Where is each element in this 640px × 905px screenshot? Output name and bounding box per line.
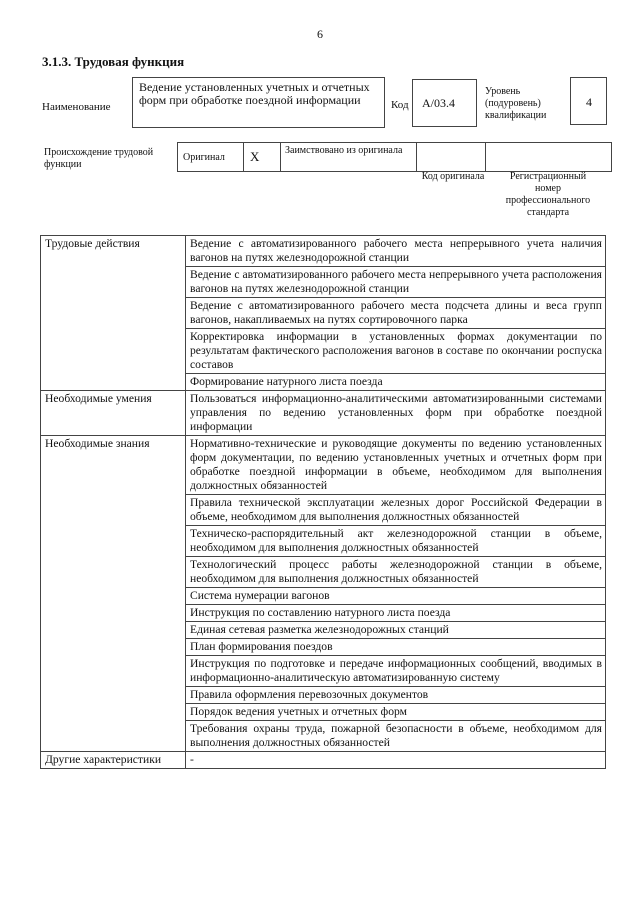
code-caption: Код оригинала	[421, 171, 485, 182]
section-item: Техническо-распорядительный акт железнодорожной станции в объеме, необходимом для выполнения должностных обязанностей	[186, 526, 606, 557]
level-label: Уровень (подуровень) квалификации	[485, 86, 547, 121]
name-value: Ведение установленных учетных и отчетных форм при обработке поездной информации	[139, 80, 370, 107]
section-item: Корректировка информации в установленных формах документации по результатам фактического расположения вагонов в составе по окончании роспуска составов	[186, 329, 606, 374]
section-item: Ведение с автоматизированного рабочего места непрерывного учета расположения вагонов на путях железнодорожной станции	[186, 267, 606, 298]
origin-label: Происхождение трудовой функции	[44, 147, 154, 170]
section-label: Другие характеристики	[41, 752, 186, 769]
origin-row	[177, 142, 612, 172]
section-item: Ведение с автоматизированного рабочего места непрерывного учета наличия вагонов на путях железнодорожной станции	[186, 236, 606, 267]
original-label: Оригинал	[183, 152, 225, 163]
page-number: 6	[317, 27, 323, 41]
section-item: Инструкция по составлению натурного листа поезда	[186, 605, 606, 622]
code-label: Код	[391, 99, 409, 111]
level-value-box	[570, 77, 607, 125]
original-mark: X	[250, 149, 260, 164]
section-item: Технологический процесс работы железнодорожной станции в объеме, необходимом для выполнения должностных обязанностей	[186, 557, 606, 588]
section-item: Единая сетевая разметка железнодорожных станций	[186, 622, 606, 639]
name-value-box	[132, 77, 385, 128]
function-table	[40, 235, 606, 769]
section-item: Нормативно-технические и руководящие документы по ведению установленных форм документации, по ведению установленных учетных и отчетных форм при обработке поездной информации в объеме, необходимом для выполнения должностных обязанностей	[186, 436, 606, 495]
section-item: Требования охраны труда, пожарной безопасности в объеме, необходимом для выполнения должностных обязанностей	[186, 721, 606, 752]
section-item: Система нумерации вагонов	[186, 588, 606, 605]
table-row	[41, 391, 606, 436]
level-value: 4	[586, 95, 592, 109]
section-item: План формирования поездов	[186, 639, 606, 656]
section-item: Формирование натурного листа поезда	[186, 374, 606, 391]
section-item: Правила оформления перевозочных документов	[186, 687, 606, 704]
borrowed-label: Заимствовано из оригинала	[285, 145, 403, 156]
section-label: Необходимые умения	[41, 391, 186, 436]
section-label: Трудовые действия	[41, 236, 186, 391]
section-label: Необходимые знания	[41, 436, 186, 752]
name-label: Наименование	[42, 101, 111, 113]
table-row	[41, 752, 606, 769]
table-row	[41, 436, 606, 495]
code-value: А/03.4	[422, 96, 455, 110]
section-item: Правила технической эксплуатации железных дорог Российской Федерации в объеме, необходимом для выполнения должностных обязанностей	[186, 495, 606, 526]
section-item: Порядок ведения учетных и отчетных форм	[186, 704, 606, 721]
section-item: Ведение с автоматизированного рабочего места подсчета длины и веса групп вагонов, накапливаемых на путях сортировочного парка	[186, 298, 606, 329]
section-item: Инструкция по подготовке и передаче информационных сообщений, вводимых в информационно-аналитическую автоматизированную систему	[186, 656, 606, 687]
section-title: 3.1.3. Трудовая функция	[42, 54, 185, 69]
section-item: -	[186, 752, 606, 769]
table-row	[41, 236, 606, 267]
reg-caption: Регистрационный номер профессионального стандарта	[505, 171, 591, 218]
section-item: Пользоваться информационно-аналитическими автоматизированными системами управления по ведению установленных форм при обработке поездной информации	[186, 391, 606, 436]
code-value-box	[412, 79, 477, 127]
